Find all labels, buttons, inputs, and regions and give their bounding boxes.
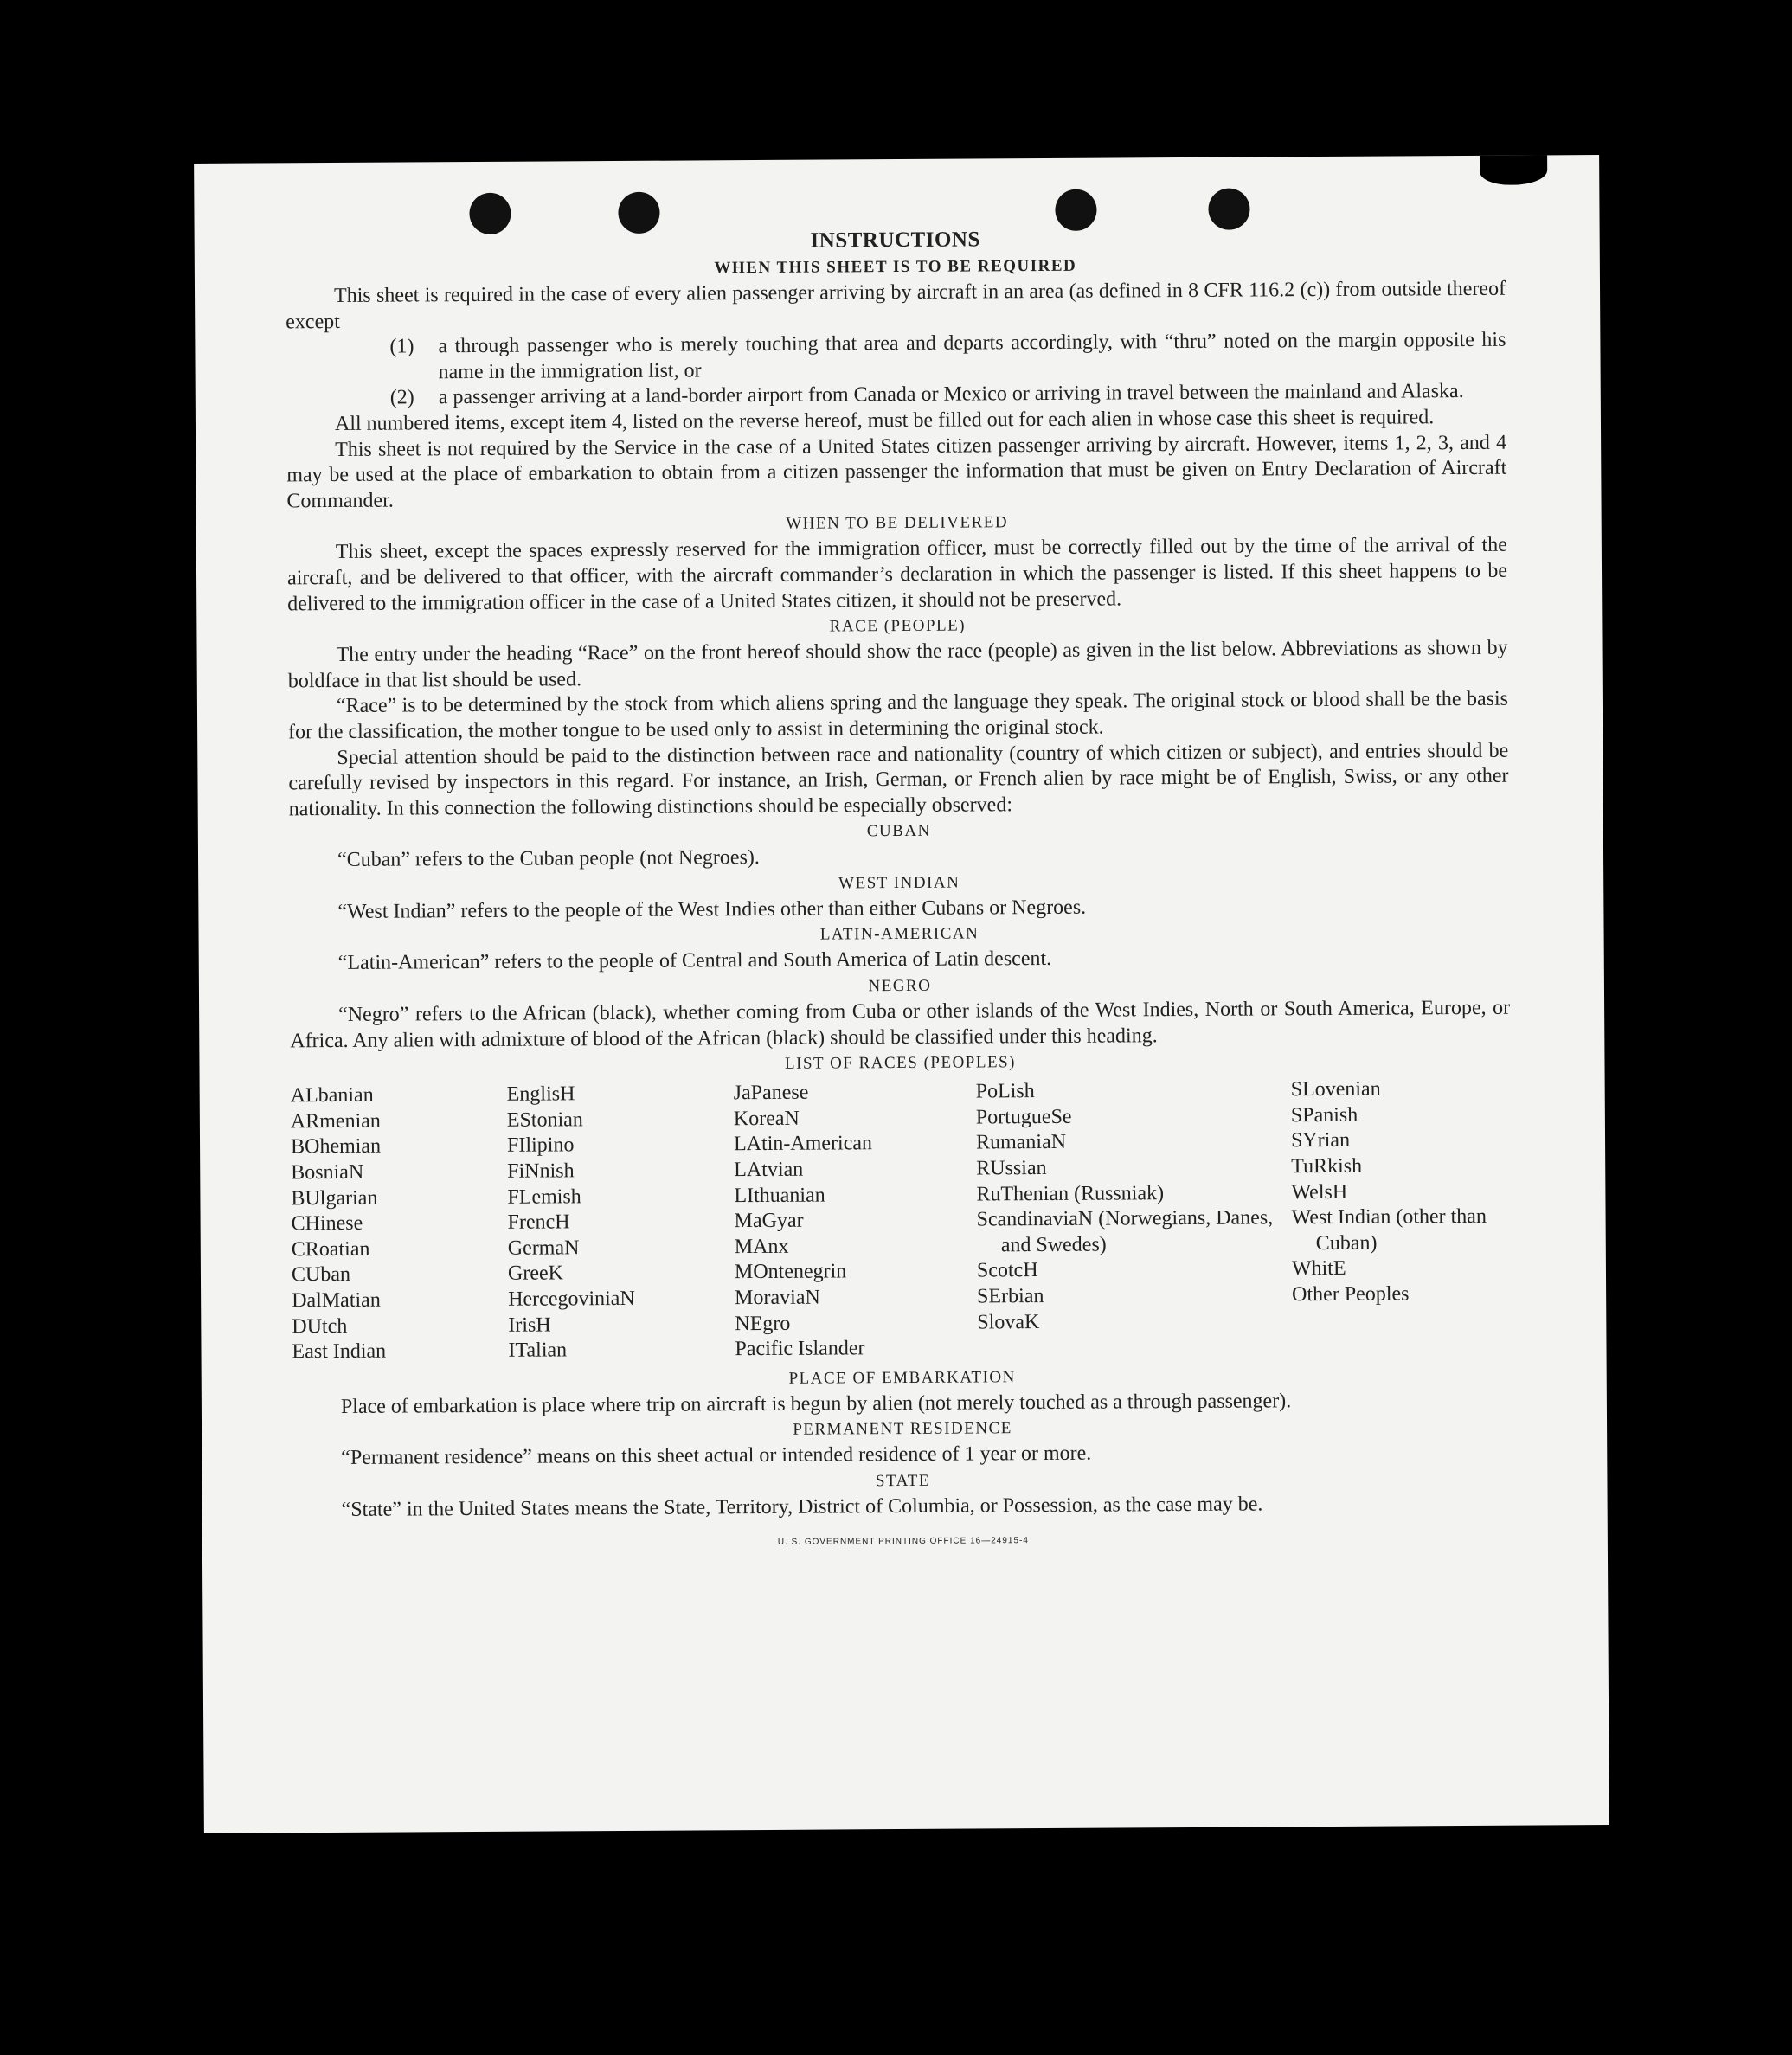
race-entry: LAtvian: [734, 1158, 804, 1182]
torn-corner: [1480, 155, 1547, 184]
race-entry: BosniaN: [291, 1160, 364, 1185]
race-column: [507, 1081, 735, 1364]
heading-negro: NEGRO: [868, 976, 932, 996]
race-column: [734, 1080, 978, 1363]
instruction-sheet: [194, 155, 1609, 1833]
heading-cuban: CUBAN: [866, 822, 931, 841]
race-entry: Other Peoples: [1292, 1282, 1410, 1307]
race-entry: FIlipino: [506, 1133, 575, 1158]
race-entry: RumaniaN: [975, 1131, 1067, 1154]
race-entry: LAtin-American: [733, 1132, 873, 1156]
when-delivered-text: This sheet, except the spaces expressly reserved for the immigration officer, must be correctly filled out by the time of the arrival of the aircraft, and be delivered to that officer, with the aircraft commander’s declaration in which the passenger is listed. If this sheet happens to be delivered to the immigration officer in the case of a United States citizen, it should not be preserved.: [286, 534, 1508, 615]
race-entry: BUlgarian: [291, 1186, 378, 1210]
race-entry: ScotcH: [976, 1259, 1038, 1282]
latin-american-text: “Latin-American” refers to the people of Central and South America of Latin descent.: [337, 947, 1052, 975]
race-entry: West Indian (other than Cuban): [1291, 1205, 1487, 1255]
race-entry: SLovenian: [1290, 1077, 1381, 1101]
heading-race: RACE (PEOPLE): [829, 616, 967, 636]
race-entry: BOhemian: [290, 1135, 382, 1159]
race-entry: RUssian: [976, 1157, 1047, 1180]
race-entry: EStonian: [506, 1108, 583, 1132]
race-entry: GermaN: [507, 1236, 580, 1260]
race-column: [291, 1082, 509, 1365]
when-required-intro: This sheet is required in the case of every alien passenger arriving by aircraft in an area (as defined in 8 CFR 116.2 (c)) from outside thereof except: [286, 277, 1506, 333]
residence-text: “Permanent residence” means on this sheet actual or intended residence of 1 year or more.: [341, 1442, 1092, 1470]
race-column: [976, 1078, 1293, 1362]
race-entry: HercegoviniaN: [508, 1287, 635, 1311]
item-text: a passenger arriving at a land-border airport from Canada or Mexico or arriving in travel between the mainland and Alaska.: [438, 380, 1464, 409]
numbered-items-note: All numbered items, except item 4, listed on the reverse hereof, must be filled out for each alien in whose case this sheet is required.: [334, 406, 1435, 435]
race-entry: IrisH: [508, 1313, 551, 1337]
race-entry: TuRkish: [1291, 1154, 1363, 1178]
state-text: “State” in the United States means the State, Territory, District of Columbia, or Possession, as the case may be.: [341, 1493, 1263, 1521]
race-entry: ARmenian: [290, 1109, 381, 1133]
race-entry: ScandinaviaN (Norwegians, Danes, and Swedes): [976, 1206, 1274, 1257]
heading-residence: PERMANENT RESIDENCE: [793, 1419, 1012, 1440]
sheet-content: [286, 223, 1513, 1558]
race-entry: KoreaN: [733, 1107, 800, 1131]
heading-when-required: WHEN THIS SHEET IS TO BE REQUIRED: [714, 256, 1077, 278]
race-entry: ITalian: [508, 1339, 568, 1362]
west-indian-text: “West Indian” refers to the people of the West Indies other than either Cubans or Negroes.: [337, 896, 1087, 923]
race-entry: MAnx: [734, 1235, 789, 1258]
race-entry: WhitE: [1291, 1257, 1346, 1281]
race-entry: WelsH: [1291, 1180, 1348, 1204]
punch-hole: [1055, 189, 1096, 231]
race-entry: PoLish: [975, 1080, 1035, 1103]
page-title: INSTRUCTIONS: [810, 228, 980, 253]
race-paragraph: The entry under the heading “Race” on the front hereof should show the race (people) as given in the list below. Abbreviations as shown by boldface in that list should be used.: [287, 636, 1508, 693]
race-entry: Pacific Islander: [735, 1337, 865, 1361]
heading-state: STATE: [875, 1471, 930, 1491]
race-entry: NEgro: [735, 1312, 791, 1335]
embarkation-text: Place of embarkation is place where trip on aircraft is begun by alien (not merely touched as a through passenger).: [340, 1390, 1292, 1418]
race-entry: GreeK: [507, 1262, 564, 1286]
heading-west-indian: WEST INDIAN: [838, 873, 960, 893]
citizen-note: This sheet is not required by the Service in the case of a United States citizen passenger arriving by aircraft. However, items 1, 2, 3, and 4 may be used at the place of embarkation to obtain from a citizen passenger the information that must be given on Entry Declaration of Aircraft Commander.: [286, 431, 1507, 513]
race-entry: MOntenegrin: [734, 1260, 847, 1284]
race-entry: JaPanese: [733, 1081, 809, 1105]
race-entry: FLemish: [507, 1185, 581, 1209]
race-entry: SErbian: [977, 1285, 1044, 1308]
negro-text: “Negro” refers to the African (black), whether coming from Cuba or other islands of the West Indies, North or South America, Europe, or Africa. Any alien with admixture of blood of the African (black) should be classified under this heading.: [290, 996, 1511, 1052]
race-entry: MaGyar: [734, 1209, 804, 1233]
race-entry: FiNnish: [507, 1159, 575, 1183]
heading-embarkation: PLACE OF EMBARKATION: [788, 1367, 1016, 1388]
printer-footer: U. S. GOVERNMENT PRINTING OFFICE 16—24915-4: [777, 1535, 1029, 1547]
race-list: [291, 1076, 1513, 1365]
race-entry: DUtch: [292, 1314, 348, 1338]
race-entry: CHinese: [291, 1212, 363, 1236]
race-entry: MoraviaN: [735, 1286, 820, 1310]
race-column: [1291, 1076, 1513, 1359]
race-entry: ALbanian: [290, 1083, 374, 1108]
race-entry: RuThenian (Russniak): [976, 1181, 1165, 1206]
race-entry: SYrian: [1290, 1129, 1351, 1153]
race-entry: SlovaK: [977, 1310, 1040, 1334]
race-entry: FrencH: [507, 1211, 570, 1235]
race-paragraph: Special attention should be paid to the distinction between race and nationality (country of which citizen or subject), and entries should be carefully revised by inspectors in this regard. For instance, an Irish, German, or French alien by race might be of English, Swiss, or any other nationality. In this connection the following distinctions should be especially observed:: [288, 739, 1509, 821]
item-text: a through passenger who is merely touching that area and departs accordingly, with “thru” noted on the margin opposite his name in the immigration list, or: [438, 328, 1506, 384]
race-entry: CRoatian: [291, 1237, 370, 1262]
race-entry: PortugueSe: [975, 1105, 1072, 1129]
race-paragraph: “Race” is to be determined by the stock from which aliens spring and the language they speak. The original stock or blood shall be the basis for the classification, the mother tongue to be used only to assist in determining the original stock.: [288, 688, 1509, 744]
race-entry: LIthuanian: [734, 1184, 825, 1207]
heading-latin-american: LATIN-AMERICAN: [819, 924, 979, 945]
item-number: (1): [389, 335, 414, 358]
cuban-text: “Cuban” refers to the Cuban people (not Negroes).: [337, 846, 760, 872]
race-entry: East Indian: [292, 1339, 387, 1364]
race-entry: DalMatian: [292, 1288, 381, 1313]
item-number: (2): [389, 386, 414, 409]
heading-when-delivered: WHEN TO BE DELIVERED: [786, 513, 1009, 534]
heading-list-of-races: LIST OF RACES (PEOPLES): [784, 1053, 1017, 1074]
race-entry: CUban: [291, 1263, 351, 1287]
race-entry: SPanish: [1290, 1103, 1358, 1127]
exception-item: [286, 328, 1506, 387]
race-entry: EnglisH: [506, 1082, 575, 1107]
